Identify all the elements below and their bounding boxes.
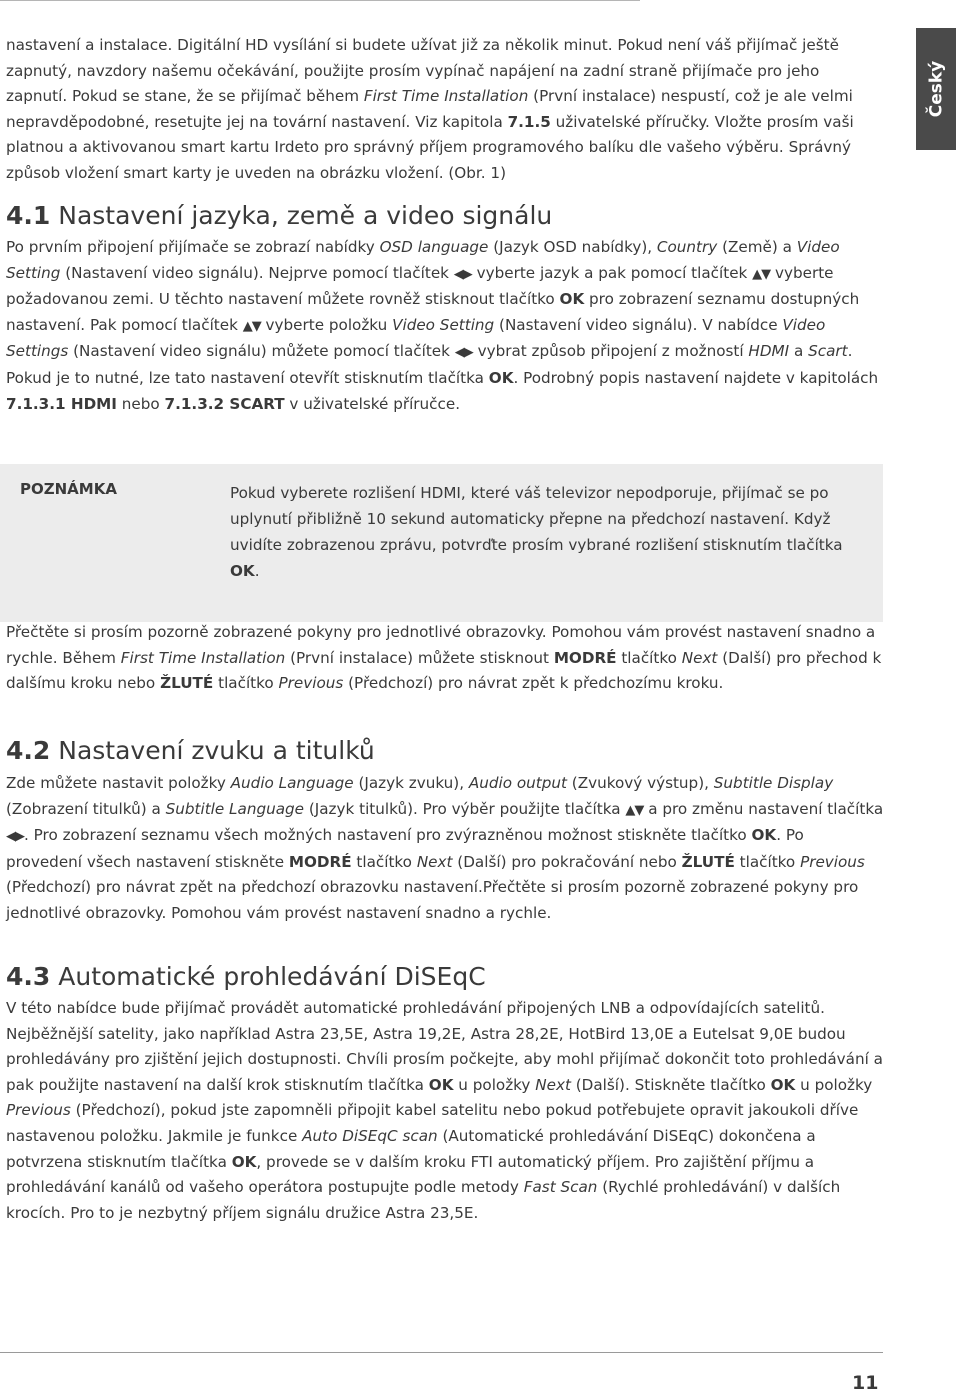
left-right-arrows-icon: ◀▶ — [453, 266, 472, 282]
section-4-2-paragraph: Zde můžete nastavit položky Audio Language (Jazyk zvuku), Audio output (Zvukový výstup), Subtitle Display (Zobrazení titulků) a Subtitle Language (Jazyk titulků). Pro výběr použijte tlačítka ▲▼ a pro změnu nastavení tlačítka ◀▶. Pro zobrazení seznamu všech možných nastavení pro zvýrazněnou možnost stiskněte tlačítko OK. Po provedení všech nastavení stiskněte MODRÉ tlačítko Next (Další) pro pokračování nebo ŽLUTÉ tlačítko Previous (Předchozí) pro návrat zpět na předchozí obrazovku nastavení.Přečtěte si prosím pozorně zobrazené pokyny pro jednotlivé obrazovky. Pomohou vám provést nastavení snadno a rychle. — [6, 774, 884, 922]
up-down-arrows-icon: ▲▼ — [242, 318, 261, 334]
footer-rule — [0, 1352, 883, 1353]
left-right-arrows-icon: ◀▶ — [454, 345, 473, 361]
section-heading-4-2: 4.2 Nastavení zvuku a titulků — [6, 736, 375, 765]
language-tab-label: Český — [926, 60, 947, 118]
section-heading-4-3: 4.3 Automatické prohledávání DiSEqC — [6, 962, 486, 991]
up-down-arrows-icon: ▲▼ — [752, 266, 771, 282]
section-4-1-paragraph: Po prvním připojení přijímače se zobrazí nabídky OSD language (Jazyk OSD nabídky), Country (Země) a Video Setting (Nastavení video signálu). Nejprve pomocí tlačítek ◀▶ vyberte jazyk a pak pomocí tlačítek ▲▼ vyberte požadovanou zemi. U těchto nastavení můžete rovněž stisknout tlačítko OK pro zobrazení seznamu dostupných nastavení. Pak pomocí tlačítek ▲▼ vyberte položku Video Setting (Nastavení video signálu). V nabídce Video Settings (Nastavení video signálu) můžete pomocí tlačítek ◀▶ vybrat způsob připojení z možností HDMI a Scart. Pokud je to nutné, lze tato nastavení otevřít stisknutím tlačítka OK. Podrobný popis nastavení najdete v kapitolách 7.1.3.1 HDMI nebo 7.1.3.2 SCART v uživatelské příručce. — [6, 238, 879, 413]
after-note-paragraph: Přečtěte si prosím pozorně zobrazené pokyny pro jednotlivé obrazovky. Pomohou vám provést nastavení snadno a rychle. Během First Time Installation (První instalace) můžete stisknout MODRÉ tlačítko Next (Další) pro přechod k dalšímu kroku nebo ŽLUTÉ tlačítko Previous (Předchozí) pro návrat zpět k předchozímu kroku. — [6, 623, 882, 693]
section-4-3-paragraph: V této nabídce bude přijímač provádět automatické prohledávání připojených LNB a odpovídajících satelitů. Nejběžnější satelity, jako například Astra 23,5E, Astra 19,2E, Astra 28,2E, HotBird 13,0E a Eutelsat 9,0E budou prohledávány pro zjištění jejich dostupnosti. Chvíli prosím počkejte, aby mohl přijímač dokončit toto prohledávání a pak použijte nastavení na další krok stisknutím tlačítka OK u položky Next (Další). Stiskněte tlačítko OK u položky Previous (Předchozí), pokud jste zapomněli připojit kabel satelitu nebo pokud potřebujete opravit jakoukoli dříve nastavenou položku. Jakmile je funkce Auto DiSEqC scan (Automatické prohledávání DiSEqC) dokončena a potvrzena stisknutím tlačítka OK, provede se v dalším kroku FTI automatický příjem. Pro zajištění příjmu a prohledávání kanálů od vašeho operátora postupujte podle metody Fast Scan (Rychlé prohledávání) v dalších krocích. Pro to je nezbytný příjem signálu družice Astra 23,5E. — [6, 999, 883, 1222]
up-down-arrows-icon: ▲▼ — [625, 802, 644, 818]
top-rule — [0, 0, 640, 1]
section-heading-4-1: 4.1 Nastavení jazyka, země a video signálu — [6, 201, 553, 230]
left-right-arrows-icon: ◀▶ — [6, 829, 24, 845]
intro-paragraph: nastavení a instalace. Digitální HD vysílání si budete užívat již za několik minut. Pokud není váš přijímač ještě zapnutý, navzdory našemu očekávání, použijte prosím vypínač napájení na zadní straně přijímače pro jeho zapnutí. Pokud se stane, že se přijímač během First Time Installation (První instalace) nespustí, což je ale velmi nepravděpodobné, resetujte jej na tovární nastavení. Viz kapitola 7.1.5 uživatelské příručky. Vložte prosím vaši platnou a aktivovanou smart kartu Irdeto pro správný příjem programového balíku dle vašeho výběru. Správný způsob vložení smart karty je uveden na obrázku vložení. (Obr. 1) — [6, 36, 854, 182]
note-text: Pokud vyberete rozlišení HDMI, které váš televizor nepodporuje, přijímač se po uplynutí přibližně 10 sekund automaticky přepne na předchozí nastavení. Když uvidíte zobrazenou zprávu, potvrďte prosím vybrané rozlišení stisknutím tlačítka OK. — [230, 484, 843, 580]
note-label: POZNÁMKA — [20, 480, 117, 498]
language-tab — [916, 28, 956, 150]
page-number: 11 — [852, 1372, 879, 1394]
